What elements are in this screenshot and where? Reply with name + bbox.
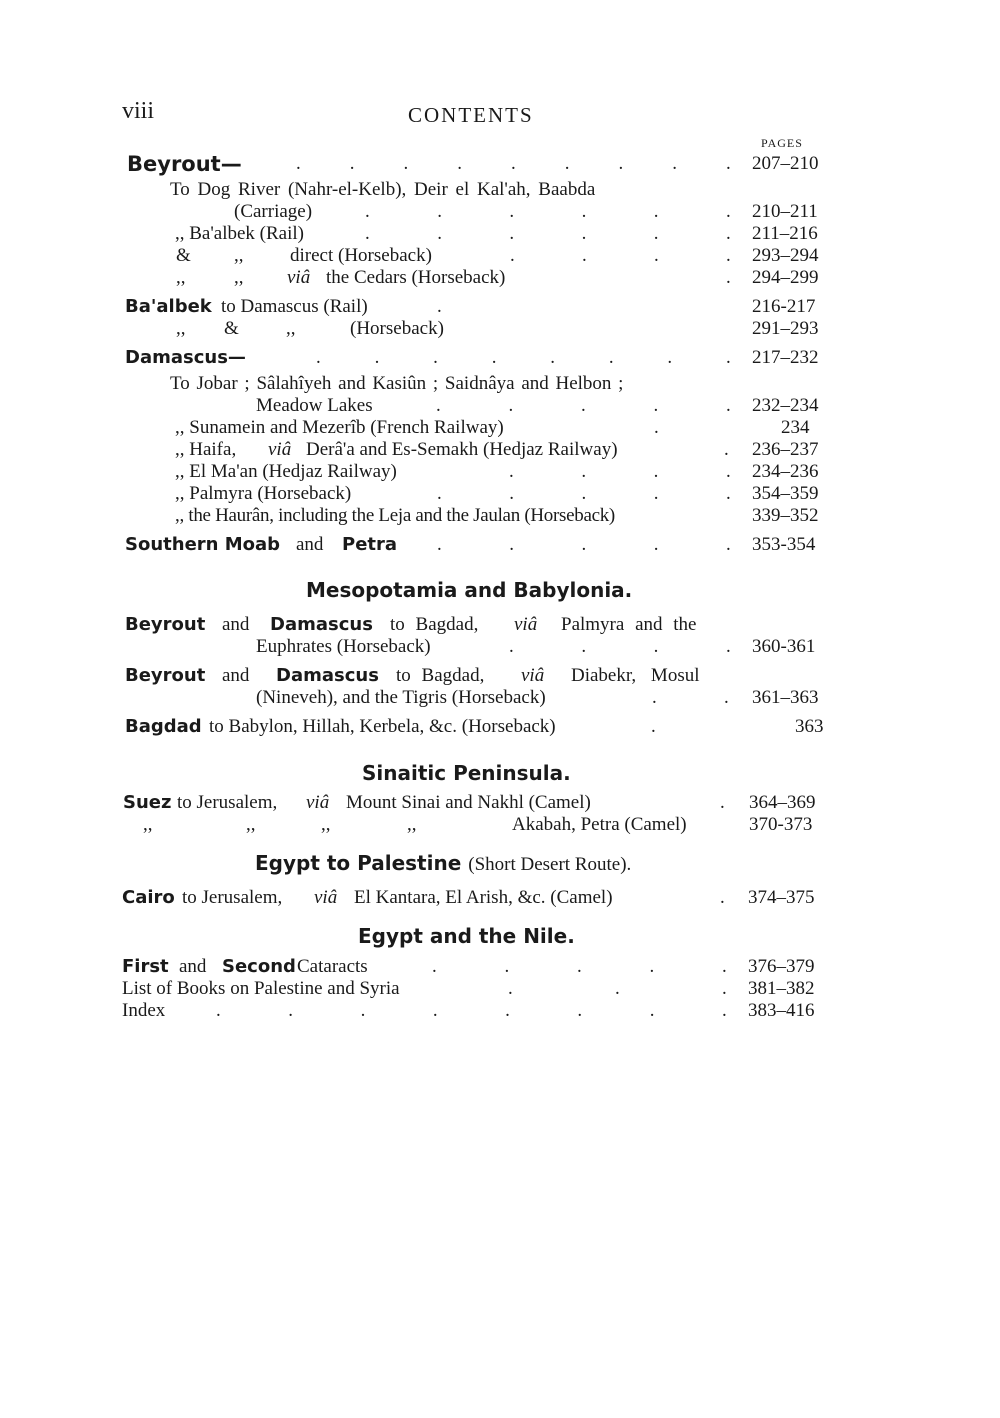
leader-dot: . — [216, 1000, 221, 1021]
leader-dot: . — [581, 201, 587, 222]
via-italic: viâ — [521, 665, 545, 686]
leader-dot: . — [437, 534, 442, 555]
leader-dot: . — [508, 978, 513, 999]
leader-dot: . — [581, 483, 587, 504]
entry-text: and — [222, 665, 250, 686]
page-range: 211–216 — [752, 223, 818, 244]
ditto-mark: ,, — [234, 267, 244, 288]
toc-subentry — [0, 244, 1000, 268]
ditto-mark: ,, — [407, 814, 417, 835]
leader-dot: . — [653, 395, 659, 416]
leader-dot: . — [577, 1000, 583, 1021]
page-range: 376–379 — [748, 956, 815, 977]
entry-text: ,, the Haurân, including the Leja and the Jaulan (Horseback) — [175, 505, 615, 526]
via-italic: viâ — [287, 267, 311, 288]
entry-text: (Nineveh), and the Tigris (Horseback) — [256, 687, 546, 708]
leader-dot: . — [432, 956, 437, 977]
entry-text: to Bagdad, — [390, 614, 479, 635]
leader-dot: . — [726, 201, 731, 222]
page-range: 383–416 — [748, 1000, 815, 1021]
via-italic: viâ — [306, 792, 330, 813]
entry-title: Beyrout— — [127, 152, 242, 176]
leader-dot: . — [316, 347, 321, 368]
entry-title: Damascus — [276, 665, 379, 686]
leader-dot: . — [349, 153, 355, 174]
leader-dot: . — [652, 687, 657, 708]
toc-entry — [0, 813, 1000, 837]
entry-text: and — [179, 956, 207, 977]
leader-dot: . — [581, 223, 587, 244]
leader-dot: . — [726, 245, 731, 266]
leader-dot: . — [649, 956, 655, 977]
toc-entry — [0, 613, 1000, 637]
ditto-mark: ,, — [176, 318, 186, 339]
leader-dot: . — [564, 153, 570, 174]
leader-dot: . — [724, 687, 729, 708]
page-range: 339–352 — [752, 505, 819, 526]
entry-text: Palmyra and the — [561, 614, 697, 635]
leader-dot: . — [437, 223, 442, 244]
toc-subentry — [0, 416, 1000, 440]
leader-dot: . — [582, 245, 587, 266]
leader-dot: . — [374, 347, 380, 368]
toc-entry-baalbek — [0, 295, 1000, 319]
entry-text: direct (Horseback) — [290, 245, 432, 266]
toc-entry-cont — [0, 635, 1000, 659]
entry-title: Petra — [342, 534, 398, 555]
leader-dot: . — [608, 347, 614, 368]
leader-dot: . — [722, 956, 727, 977]
entry-text: ,, Ba'albek (Rail) — [175, 223, 304, 244]
page-range: 374–375 — [748, 887, 815, 908]
entry-text: To Dog River (Nahr-el-Kelb), Deir el Kal'ah, Baabda — [170, 179, 596, 200]
leader-dot: . — [550, 347, 556, 368]
leader-dot: . — [491, 347, 497, 368]
entry-text: (Horseback) — [350, 318, 444, 339]
toc-subentry — [0, 482, 1000, 506]
page-range: 216-217 — [752, 296, 816, 317]
entry-text: ,, Haifa, — [175, 439, 237, 460]
entry-text: Cataracts — [297, 956, 368, 977]
entry-text: (Carriage) — [234, 201, 313, 222]
leader-dot: . — [360, 1000, 366, 1021]
leader-dot: . — [651, 716, 656, 737]
leader-dot: . — [432, 1000, 438, 1021]
toc-subentry — [0, 372, 1000, 396]
toc-subentry — [0, 438, 1000, 462]
leader-dot: . — [288, 1000, 294, 1021]
leader-dot: . — [509, 201, 515, 222]
leader-dot: . — [653, 223, 659, 244]
toc-entry — [0, 999, 1000, 1023]
toc-entry — [0, 886, 1000, 910]
entry-title: Cairo — [122, 887, 175, 908]
page-range: 370-373 — [749, 814, 813, 835]
page-range: 207–210 — [752, 153, 819, 174]
leader-dot: . — [653, 534, 659, 555]
entry-text: ,, El Ma'an (Hedjaz Railway) — [175, 461, 397, 482]
ditto-mark: ,, — [246, 814, 256, 835]
running-head: CONTENTS — [408, 103, 534, 127]
page-range: 354–359 — [752, 483, 819, 504]
leader-dot: . — [726, 483, 731, 504]
toc-entry — [0, 977, 1000, 1001]
leader-dot: . — [720, 792, 725, 813]
page-range: 364–369 — [749, 792, 816, 813]
leader-dot: . — [726, 223, 731, 244]
leader-dot: . — [649, 1000, 655, 1021]
pages-column-label: PAGES — [761, 136, 803, 150]
page-number: viii — [122, 98, 155, 124]
leader-dot: . — [667, 347, 673, 368]
section-heading-egypt-palestine — [255, 849, 631, 877]
entry-title: Southern Moab — [125, 534, 281, 555]
entry-text: Diabekr, Mosul — [571, 665, 700, 686]
leader-dot: . — [437, 483, 442, 504]
entry-text: Index — [122, 1000, 166, 1021]
leader-dot: . — [457, 153, 462, 174]
entry-text: to Jerusalem, — [182, 887, 283, 908]
leader-dot: . — [296, 153, 301, 174]
leader-dot: . — [726, 267, 731, 288]
page-range: 234 — [781, 417, 810, 438]
toc-subentry — [0, 178, 1000, 202]
entry-text: El Kantara, El Arish, &c. (Camel) — [354, 887, 613, 908]
leader-dot: . — [505, 1000, 510, 1021]
via-italic: viâ — [314, 887, 338, 908]
entry-title: Damascus— — [125, 347, 246, 368]
leader-dot: . — [504, 956, 510, 977]
page-range: 236–237 — [752, 439, 819, 460]
leader-dot: . — [726, 153, 731, 174]
leader-dot: . — [436, 395, 441, 416]
toc-entry — [0, 715, 1000, 739]
page-range: 360-361 — [752, 636, 816, 657]
section-heading-sinai: Sinaitic Peninsula. — [362, 761, 571, 785]
section-heading-nile: Egypt and the Nile. — [358, 924, 575, 948]
leader-dot: . — [581, 534, 587, 555]
leader-dot: . — [726, 636, 731, 657]
leader-dot: . — [726, 347, 731, 368]
leader-dot: . — [653, 201, 659, 222]
leader-dot: . — [581, 461, 587, 482]
entry-text: the Cedars (Horseback) — [326, 267, 506, 288]
entry-title: Second — [222, 956, 296, 977]
entry-title: Suez — [123, 792, 172, 813]
entry-text: Derâ'a and Es-Semakh (Hedjaz Railway) — [306, 439, 618, 460]
toc-subentry — [0, 317, 1000, 341]
leader-dot: . — [509, 636, 514, 657]
page-range: 232–234 — [752, 395, 819, 416]
leader-dot: . — [510, 245, 515, 266]
entry-text: Meadow Lakes — [256, 395, 373, 416]
entry-text: and — [222, 614, 250, 635]
heading-roman: (Short Desert Route). — [468, 854, 632, 875]
page-range: 361–363 — [752, 687, 819, 708]
page-range: 293–294 — [752, 245, 819, 266]
page-range: 217–232 — [752, 347, 819, 368]
leader-dot: . — [403, 153, 409, 174]
entry-text: to Bagdad, — [396, 665, 485, 686]
leader-dot: . — [653, 483, 659, 504]
leader-dot: . — [581, 636, 587, 657]
entry-text: to Jerusalem, — [177, 792, 278, 813]
leader-dot: . — [720, 887, 725, 908]
via-italic: viâ — [268, 439, 292, 460]
ditto-mark: ,, — [176, 267, 186, 288]
entry-text: Akabah, Petra (Camel) — [512, 814, 687, 835]
ditto-mark: ,, — [234, 245, 244, 266]
toc-subentry — [0, 504, 1000, 528]
via-italic: viâ — [514, 614, 538, 635]
leader-dot: . — [615, 978, 620, 999]
entry-text: Euphrates (Horseback) — [256, 636, 431, 657]
entry-text: Mount Sinai and Nakhl (Camel) — [346, 792, 591, 813]
leader-dot: . — [726, 461, 731, 482]
leader-dot: . — [653, 461, 659, 482]
leader-dot: . — [437, 296, 442, 317]
toc-subentry — [0, 394, 1000, 418]
leader-dot: . — [724, 439, 729, 460]
entry-title: First — [122, 956, 169, 977]
toc-entry-cont — [0, 686, 1000, 710]
leader-dot: . — [365, 201, 370, 222]
entry-text: ,, Sunamein and Mezerîb (French Railway) — [175, 417, 504, 438]
page-range: 294–299 — [752, 267, 819, 288]
toc-entry — [0, 791, 1000, 815]
page-range: 210–211 — [752, 201, 818, 222]
entry-text: to Babylon, Hillah, Kerbela, &c. (Horseback) — [209, 716, 556, 737]
entry-title: Beyrout — [125, 665, 206, 686]
leader-dot: . — [509, 534, 514, 555]
section-heading-mesopotamia: Mesopotamia and Babylonia. — [306, 578, 633, 602]
page-range: 234–236 — [752, 461, 819, 482]
leader-dot: . — [509, 483, 514, 504]
leader-dot: . — [509, 223, 515, 244]
toc-subentry — [0, 222, 1000, 246]
leader-dot: . — [508, 395, 514, 416]
toc-entry-damascus — [0, 346, 1000, 370]
entry-text: To Jobar ; Sâlahîyeh and Kasiûn ; Saidnâya and Helbon ; — [170, 373, 624, 394]
entry-text: to Damascus (Rail) — [221, 296, 368, 317]
page-range: 381–382 — [748, 978, 815, 999]
entry-title: Ba'albek — [125, 296, 212, 317]
leader-dot: . — [509, 461, 514, 482]
leader-dot: . — [653, 636, 659, 657]
leader-dot: . — [726, 534, 731, 555]
leader-dot: . — [511, 153, 516, 174]
page-range: 353-354 — [752, 534, 816, 555]
entry-title: Bagdad — [125, 716, 202, 737]
leader-dot: . — [672, 153, 677, 174]
leader-dot: . — [577, 956, 582, 977]
toc-subentry — [0, 460, 1000, 484]
leader-dot: . — [654, 245, 659, 266]
entry-text: ,, Palmyra (Horseback) — [175, 483, 352, 504]
ditto-mark: ,, — [143, 814, 153, 835]
entry-text: List of Books on Palestine and Syria — [122, 978, 400, 999]
leader-dot: . — [722, 1000, 727, 1021]
toc-entry-moab — [0, 533, 1000, 557]
leader-dot: . — [581, 395, 586, 416]
leader-dot: . — [365, 223, 370, 244]
ditto-mark: ,, — [321, 814, 331, 835]
toc-entry — [0, 955, 1000, 979]
toc-subentry — [0, 266, 1000, 290]
toc-subentry — [0, 200, 1000, 224]
page-range: 363 — [795, 716, 824, 737]
leader-dot: . — [618, 153, 624, 174]
ampersand: & — [224, 318, 239, 339]
entry-title: Damascus — [270, 614, 373, 635]
ampersand: & — [176, 245, 191, 266]
ditto-mark: ,, — [286, 318, 296, 339]
toc-entry — [0, 664, 1000, 688]
leader-dot: . — [433, 347, 438, 368]
leader-dot: . — [726, 395, 731, 416]
toc-entry-beyrout — [0, 152, 1000, 176]
heading-bold: Egypt to Palestine — [255, 851, 462, 875]
entry-text: and — [296, 534, 324, 555]
leader-dot: . — [654, 417, 659, 438]
leader-dot: . — [722, 978, 727, 999]
page-range: 291–293 — [752, 318, 819, 339]
leader-dot: . — [437, 201, 442, 222]
entry-title: Beyrout — [125, 614, 206, 635]
